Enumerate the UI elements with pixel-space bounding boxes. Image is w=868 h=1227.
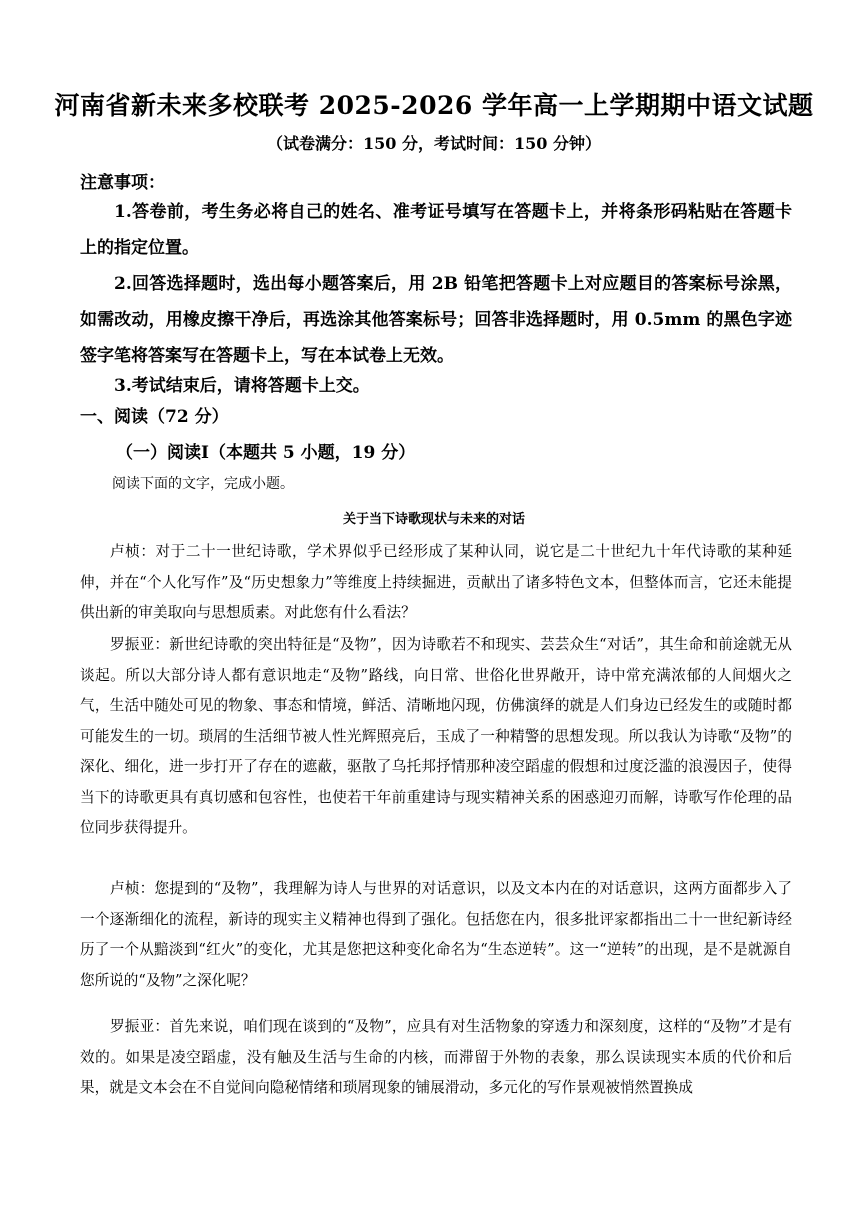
page-title: 河南省新未来多校联考 2025-2026 学年高一上学期期中语文试题: [54, 91, 814, 120]
article-paragraph: 罗振亚：首先来说，咱们现在谈到的“及物”，应具有对生活物象的穿透力和深刻度，这样的“及物”才是有效的。如果是凌空蹈虚，没有触及生活与生命的内核，而滞留于外物的表象，那么误读现实本质的代价和后果，就是文本会在不自觉间向隐秘情绪和琐屑现象的铺展滑动，多元化的写作景观被悄然置换成: [80, 1018, 792, 1096]
exam-info-subtitle: （试卷满分：150 分，考试时间：150 分钟）: [267, 134, 601, 153]
reading-instruction: 阅读下面的文字，完成小题。: [112, 476, 294, 492]
notice-heading: 注意事项：: [80, 173, 165, 193]
notice-item-2: 2.回答选择题时，选出每小题答案后，用 2B 铅笔把答题卡上对应题目的答案标号涂黑，如需改动，用橡皮擦干净后，再选涂其他答案标号；回答非选择题时，用 0.5mm 的黑色字迹签字笔将答案写在答题卡上，写在本试卷上无效。: [80, 274, 792, 366]
notice-item-3: 3.考试结束后，请将答题卡上交。: [114, 376, 370, 396]
article-paragraph: 卢桢：对于二十一世纪诗歌，学术界似乎已经形成了某种认同，说它是二十世纪九十年代诗歌的某种延伸，并在“个人化写作”及“历史想象力”等维度上持续掘进，贡献出了诸多特色文本，但整体而言，它还未能提供出新的审美取向与思想质素。对此您有什么看法？: [80, 543, 792, 621]
article-paragraph: 卢桢：您提到的“及物”，我理解为诗人与世界的对话意识，以及文本内在的对话意识，这两方面都步入了一个逐渐细化的流程，新诗的现实主义精神也得到了强化。包括您在内，很多批评家都指出二十一世纪新诗经历了一个从黯淡到“红火”的变化，尤其是您把这种变化命名为“生态逆转”。这一“逆转”的出现，是不是就源自您所说的“及物”之深化呢？: [80, 880, 792, 989]
notice-item-1: 1.答卷前，考生务必将自己的姓名、准考证号填写在答题卡上，并将条形码粘贴在答题卡上的指定位置。: [80, 202, 792, 258]
section-heading: 一、阅读（72 分）: [80, 407, 229, 427]
article-title: 关于当下诗歌现状与未来的对话: [342, 512, 525, 527]
article-paragraph: 罗振亚：新世纪诗歌的突出特征是“及物”，因为诗歌若不和现实、芸芸众生“对话”，其生命和前途就无从谈起。所以大部分诗人都有意识地走“及物”路线，向日常、世俗化世界敞开，诗中常充满浓郁的人间烟火之气，生活中随处可见的物象、事态和情境，鲜活、清晰地闪现，仿佛演绎的就是人们身边已经发生的或随时都可能发生的一切。琐屑的生活细节被人性光辉照亮后，玉成了一种精警的思想发现。所以我认为诗歌“及物”的深化、细化，进一步打开了存在的遮蔽，驱散了乌托邦抒情那种凌空蹈虚的假想和过度泛滥的浪漫因子，使得当下的诗歌更具有真切感和包容性，也使若干年前重建诗与现实精神关系的困惑迎刃而解，诗歌写作伦理的品位同步获得提升。: [80, 636, 792, 836]
subsection-heading: （一）阅读Ⅰ（本题共 5 小题，19 分）: [116, 443, 416, 463]
